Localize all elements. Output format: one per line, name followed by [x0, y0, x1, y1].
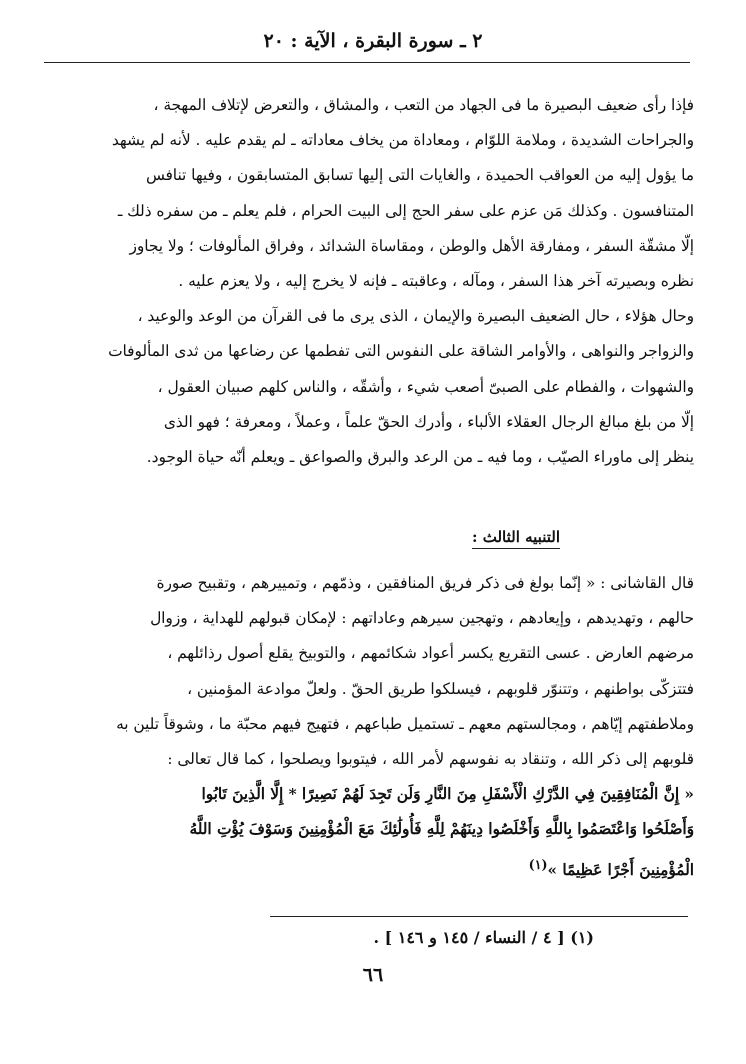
text-line: إلّا مشقّة السفر ، ومفارقة الأهل والوطن ، ومقاساة الشدائد ، وفراق المألوفات ؛ ولا يجاوز	[129, 236, 694, 255]
text-line: ينظر إلى ماوراء الصيّب ، وما فيه ـ من الرعد والبرق والصواعق ـ ويعلم أنّه حياة الوجود.	[146, 448, 694, 467]
text-line: قلوبهم إلى ذكر الله ، وتنقاد به نفوسهم لأمر الله ، فيتوبوا ويصلحوا ، كما قال تعالى :	[167, 750, 694, 769]
page-number: ٦٦	[362, 964, 384, 986]
text-line: قال القاشانى : « إنّما بولغ فى ذكر فريق المنافقين ، وذمّهم ، وتمييرهم ، وتقبيح صورة	[156, 574, 694, 592]
footnote: (١) [ ٤ / النساء / ١٤٥ و ١٤٦ ] .	[373, 928, 594, 947]
quran-verse-line: وَأَصْلَحُوا وَاعْتَصَمُوا بِاللَّهِ وَأَخْلَصُوا دِينَهُمْ لِلَّهِ فَأُولَٰئِكَ مَعَ الْمُؤْمِنِينَ وَسَوْفَ يُؤْتِ اللَّهُ	[189, 820, 694, 839]
text-line: وحال هؤلاء ، حال الضعيف البصيرة والإيمان ، الذى يرى ما فى القرآن من الوعد والوعيد ،	[137, 307, 694, 326]
running-title: ٢ ـ سورة البقرة ، الآية : ٢٠	[263, 30, 483, 52]
text-line: مرضهم العارض . عسى التقريع يكسر أعواد شكائمهم ، والتوبيخ يقلع أصول رذائلهم ،	[167, 644, 694, 663]
quran-verse-text: الْمُؤْمِنِينَ أَجْرًا عَظِيمًا »	[547, 860, 694, 879]
section-heading: التنبيه الثالث :	[472, 528, 560, 549]
text-line: ما يؤول إليه من العواقب الحميدة ، والغايات التى إليها تسابق المتسابقون ، وفيها تنافس	[145, 166, 694, 185]
header-divider	[44, 62, 690, 63]
quran-verse-line: « إِنَّ الْمُنَافِقِينَ فِي الدَّرْكِ الْأَسْفَلِ مِنَ النَّارِ وَلَن تَجِدَ لَهُمْ نَصِيرًا * إِلَّا الَّذِينَ تَابُوا	[201, 785, 694, 804]
text-line: إلّا من بلغ مبالغ الرجال العقلاء الألباء ، وأدرك الحقّ علماً ، وعملاً ، ومعرفة ؛ فهو الذى	[163, 412, 694, 431]
text-line: فإذا رأى ضعيف البصيرة ما فى الجهاد من التعب ، والمشاق ، والتعرض لإتلاف المهجة ،	[153, 96, 694, 114]
text-line: نظره وبصيرته آخر هذا السفر ، ومآله ، وعاقبته ـ فإنه لا يخرج إليه ، ولا يعزم عليه .	[178, 272, 694, 291]
footnote-marker: (١)	[528, 857, 548, 873]
text-line: المتنافسون . وكذلك مَن عزم على سفر الحج إلى البيت الحرام ، فلم يعلم ـ من سفره ذلك ـ	[117, 201, 694, 220]
text-line: والجراحات الشديدة ، وملامة اللوّام ، ومعاداة من يخاف معاداته ـ لم يقدم عليه . لأنه لم يشهد	[111, 131, 694, 150]
text-line: والزواجر والنواهى ، والأوامر الشاقة على النفوس التى تفطمها عن رضاعها من ثدى المألوفات	[108, 342, 694, 361]
footnote-divider	[270, 916, 688, 917]
paragraph-1	[44, 88, 694, 475]
text-line: حالهم ، وتهديدهم ، وإيعادهم ، وتهجين سيرهم وعاداتهم : لإمكان قبولهم للهداية ، وزوال	[150, 609, 694, 628]
paragraph-2	[44, 566, 694, 888]
text-line: وملاطفتهم إيّاهم ، ومجالستهم معهم ـ تستميل طباعهم ، فتهيج فيهم محبّة ما ، وشوقاً تلين به	[116, 714, 694, 733]
quran-verse-line	[44, 848, 694, 888]
text-line: والشهوات ، والفطام على الصبىّ أصعب شيء ، وأشقّه ، والناس كلهم صبيان العقول ،	[157, 377, 694, 396]
text-line: فتتزكّى بواطنهم ، وتتنوّر قلوبهم ، فيسلكوا طريق الحقّ . ولعلّ موادعة المؤمنين ،	[187, 679, 694, 698]
